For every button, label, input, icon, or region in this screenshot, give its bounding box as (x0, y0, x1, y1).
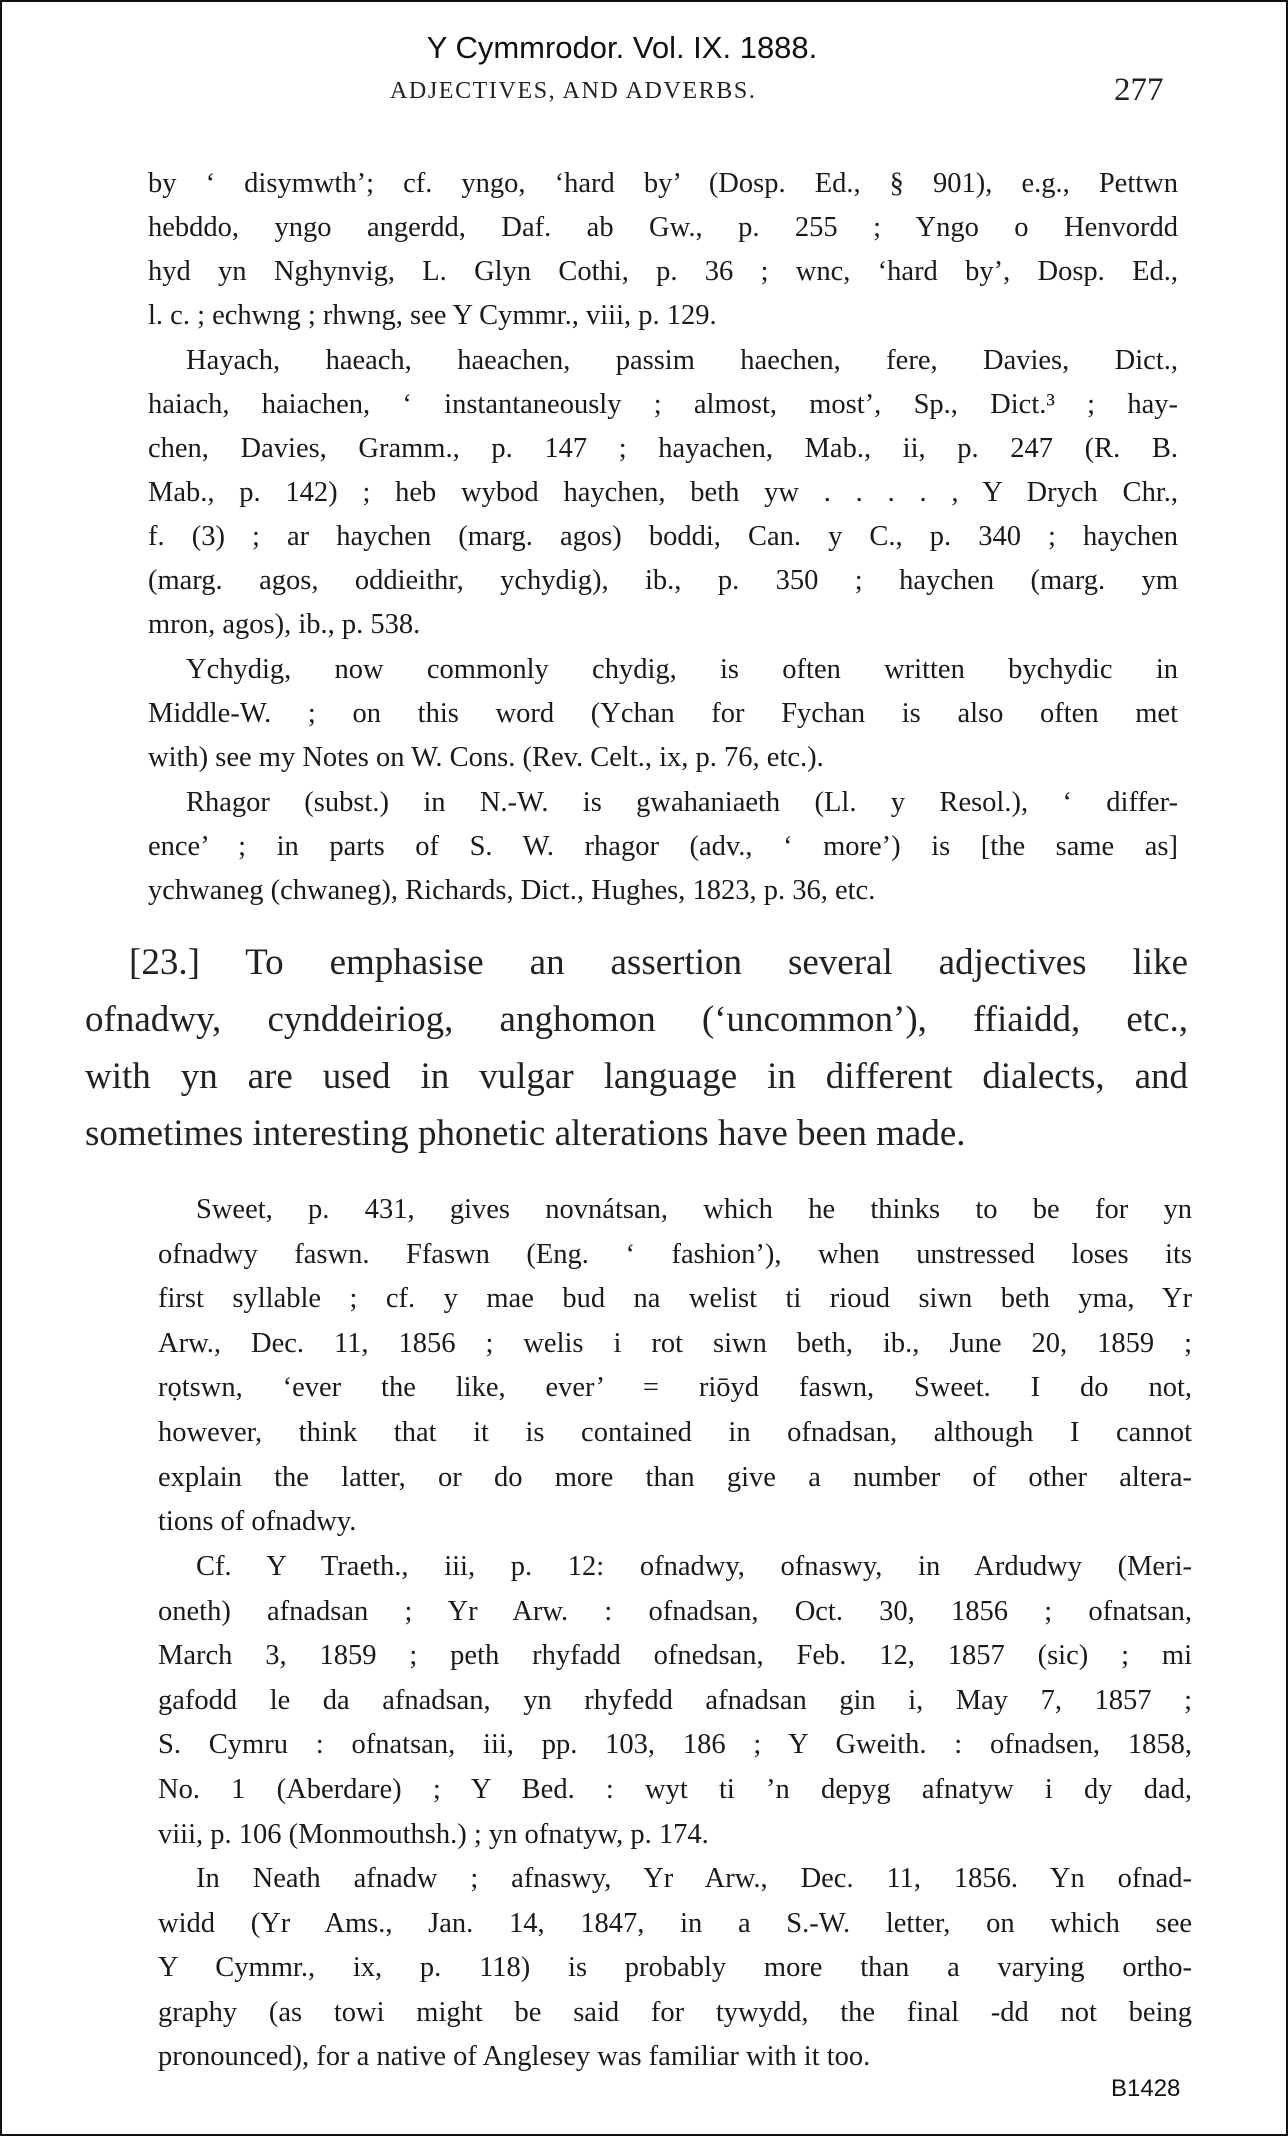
text-line: viii, p. 106 (Monmouthsh.) ; yn ofnatyw, p. 174. (158, 1818, 709, 1850)
text-line: ence’ ; in parts of S. W. rhagor (adv., ‘ more’) is [the same as] (148, 831, 1178, 862)
text-line: (marg. agos, oddieithr, ychydig), ib., p. 350 ; haychen (marg. ym (148, 565, 1178, 596)
text-line: widd (Yr Ams., Jan. 14, 1847, in a S.-W. letter, on which see (158, 1907, 1192, 1939)
source-stamp: Y Cymmrodor. Vol. IX. 1888. (426, 30, 818, 65)
text-line: rọtswn, ‘ever the like, ever’ = riōyd faswn, Sweet. I do not, (158, 1372, 1192, 1404)
paragraph-start-line: Hayach, haeach, haeachen, passim haechen, fere, Davies, Dict., (186, 345, 1178, 376)
text-line: haiach, haiachen, ‘ instantaneously ; almost, most’, Sp., Dict.³ ; hay- (148, 389, 1178, 420)
paragraph-start-line: In Neath afnadw ; afnaswy, Yr Arw., Dec. 11, 1856. Yn ofnad- (196, 1863, 1192, 1894)
text-line: mron, agos), ib., p. 538. (148, 609, 421, 640)
paragraph-start-line: Rhagor (subst.) in N.-W. is gwahaniaeth (Ll. y Resol.), ‘ differ- (186, 787, 1178, 818)
running-head: ADJECTIVES, AND ADVERBS. (390, 78, 757, 104)
text-line: hebddo, yngo angerdd, Daf. ab Gw., p. 255 ; Yngo o Henvordd (148, 212, 1178, 243)
text-line: f. (3) ; ar haychen (marg. agos) boddi, Can. y C., p. 340 ; haychen (148, 521, 1178, 552)
text-line: ofnadwy, cynddeiriog, anghomon (‘uncommon’), ffiaidd, etc., (85, 999, 1188, 1040)
paragraph-start-line: Cf. Y Traeth., iii, p. 12: ofnadwy, ofnaswy, in Ardudwy (Meri- (196, 1551, 1192, 1582)
text-line: l. c. ; echwng ; rhwng, see Y Cymmr., viii, p. 129. (148, 300, 717, 331)
text-line: however, think that it is contained in ofnadsan, although I cannot (158, 1417, 1192, 1448)
text-line: chen, Davies, Gramm., p. 147 ; hayachen, Mab., ii, p. 247 (R. B. (148, 433, 1178, 464)
text-line: gafodd le da afnadsan, yn rhyfedd afnadsan gin i, May 7, 1857 ; (158, 1684, 1192, 1716)
paragraph-start-line: Ychydig, now commonly chydig, is often written bychydic in (186, 654, 1178, 685)
text-line: first syllable ; cf. y mae bud na welist ti rioud siwn beth yma, Yr (158, 1283, 1192, 1315)
text-line: Mab., p. 142) ; heb wybod haychen, beth yw . . . . , Y Drych Chr., (148, 477, 1178, 508)
text-line: with yn are used in vulgar language in different dialects, and (85, 1056, 1188, 1097)
text-line: Middle-W. ; on this word (Ychan for Fychan is also often met (148, 698, 1178, 729)
text-line: No. 1 (Aberdare) ; Y Bed. : wyt ti ’n depyg afnatyw i dy dad, (158, 1774, 1192, 1805)
text-line: sometimes interesting phonetic alterations have been made. (85, 1113, 966, 1154)
text-line: Y Cymmr., ix, p. 118) is probably more than a varying ortho- (158, 1952, 1192, 1984)
text-line: hyd yn Nghynvig, L. Glyn Cothi, p. 36 ; wnc, ‘hard by’, Dosp. Ed., (148, 256, 1178, 287)
paragraph-start-line: [23.] To emphasise an assertion several adjectives like (129, 942, 1188, 983)
text-line: Arw., Dec. 11, 1856 ; welis i rot siwn beth, ib., June 20, 1859 ; (158, 1327, 1192, 1359)
text-line: ychwaneg (chwaneg), Richards, Dict., Hughes, 1823, p. 36, etc. (148, 875, 876, 906)
paragraph-start-line: Sweet, p. 431, gives novnátsan, which he thinks to be for yn (196, 1194, 1192, 1225)
text-line: explain the latter, or do more than give a number of other altera- (158, 1461, 1192, 1493)
text-line: with) see my Notes on W. Cons. (Rev. Celt., ix, p. 76, etc.). (148, 742, 824, 773)
text-line: ofnadwy faswn. Ffaswn (Eng. ‘ fashion’), when unstressed loses its (158, 1238, 1192, 1270)
text-line: oneth) afnadsan ; Yr Arw. : ofnadsan, Oct. 30, 1856 ; ofnatsan, (158, 1595, 1192, 1627)
text-line: by ‘ disymwth’; cf. yngo, ‘hard by’ (Dosp. Ed., § 901), e.g., Pettwn (148, 168, 1178, 199)
text-line: pronounced), for a native of Anglesey was familiar with it too. (158, 2041, 871, 2073)
page-number: 277 (1114, 72, 1164, 108)
text-line: tions of ofnadwy. (158, 1506, 357, 1538)
text-line: March 3, 1859 ; peth rhyfadd ofnedsan, Feb. 12, 1857 (sic) ; mi (158, 1640, 1192, 1672)
text-line: S. Cymru : ofnatsan, iii, pp. 103, 186 ; Y Gweith. : ofnadsen, 1858, (158, 1729, 1192, 1761)
text-line: graphy (as towi might be said for tywydd, the final -dd not being (158, 1996, 1192, 2028)
reference-code: B1428 (1111, 2075, 1181, 2102)
